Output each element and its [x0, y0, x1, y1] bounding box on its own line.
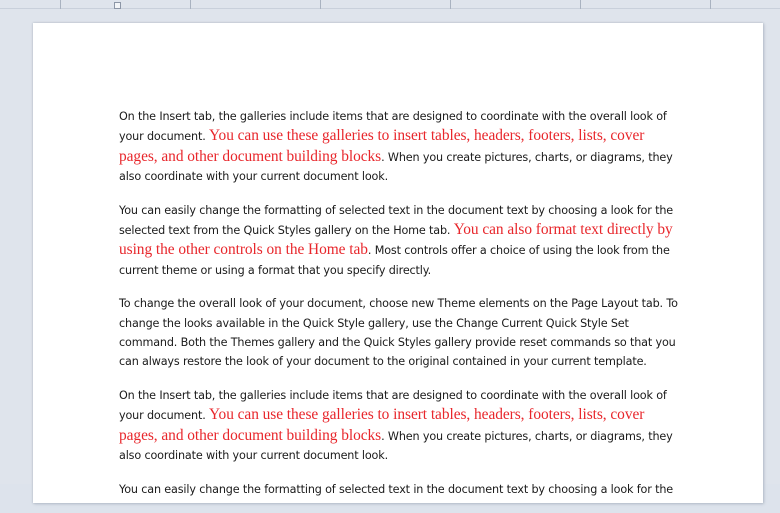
- text-run: You can easily change the formatting of selected text in the document text by choosing a look for the: [119, 482, 674, 496]
- text-run: . When you create pictures, charts, or diagrams, they also coordinate with your current document look.: [119, 429, 673, 463]
- ruler-tick: [450, 0, 451, 9]
- document-page[interactable]: [33, 23, 763, 503]
- paragraph-5[interactable]: [119, 480, 679, 499]
- text-run: . When you create pictures, charts, or diagrams, they also coordinate with your current document look.: [119, 150, 673, 184]
- ruler-tick: [190, 0, 191, 9]
- ruler-tick: [320, 0, 321, 9]
- highlighted-text-run: You can use these galleries to insert tables, headers, footers, lists, cover pages, and other document building blocks: [119, 127, 645, 165]
- text-run: . Most controls offer a choice of using the look from the current theme or using a format that you specify directly.: [119, 244, 670, 277]
- text-run: On the Insert tab, the galleries include items that are designed to coordinate with the overall look of your document.: [119, 110, 667, 144]
- highlighted-text-run: You can also format text directly by using the other controls on the Home tab: [119, 221, 673, 259]
- text-run: To change the overall look of your document, choose new Theme elements on the Page Layout tab. To change the looks available in the Quick Style gallery, use the Change Current Quick Style Set command. Both the Themes gallery and the Quick Styles gallery provide reset commands so that you can always restore the look of your document to the original contained in your current template.: [119, 297, 678, 369]
- paragraph-4[interactable]: [119, 386, 679, 466]
- paragraph-2[interactable]: [119, 201, 679, 281]
- ruler[interactable]: [0, 0, 780, 14]
- paragraph-3[interactable]: [119, 294, 679, 372]
- text-run: You can easily change the formatting of selected text in the document text by choosing a look for the selected text from the Quick Styles gallery on the Home tab.: [119, 203, 674, 238]
- paragraph-1[interactable]: [119, 107, 679, 187]
- ruler-tick: [580, 0, 581, 9]
- highlighted-text-run: You can use these galleries to insert tables, headers, footers, lists, cover pages, and other document building blocks: [119, 406, 645, 444]
- ruler-tick: [710, 0, 711, 9]
- ruler-tick: [60, 0, 61, 9]
- indent-marker[interactable]: [114, 2, 121, 9]
- document-body[interactable]: [119, 107, 679, 513]
- text-run: On the Insert tab, the galleries include items that are designed to coordinate with the overall look of your document.: [119, 388, 667, 423]
